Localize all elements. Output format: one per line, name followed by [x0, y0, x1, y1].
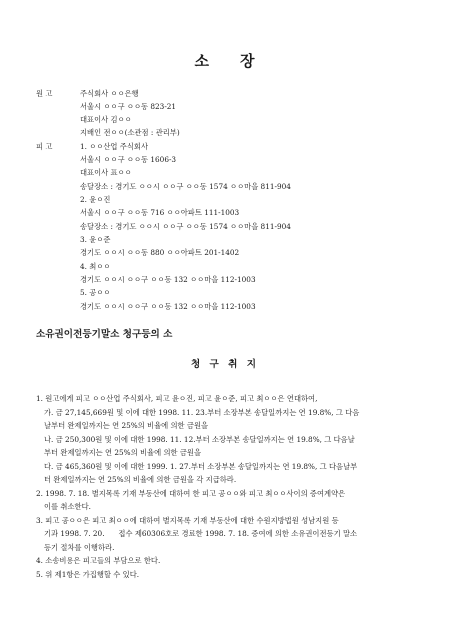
defendant-line: 경기도 ㅇㅇ시 ㅇㅇ구 ㅇㅇ동 132 ㅇㅇ마을 112-1003: [80, 302, 256, 311]
defendant-line: 서울시 ㅇㅇ구 ㅇㅇ동 1606-3: [80, 155, 177, 164]
defendant-line: 대표이사 표ㅇㅇ: [80, 168, 132, 177]
claim-line: 3. 피고 공ㅇㅇ은 피고 최ㅇㅇ에 대하여 별지목록 기재 부동산에 대한 수원지방법원 성남지원 등: [36, 516, 339, 525]
defendant-line: 송달장소 : 경기도 ㅇㅇ시 ㅇㅇ구 ㅇㅇ동 1574 ㅇㅇ마을 811-904: [80, 222, 291, 231]
plaintiff-line: 주식회사 ㅇㅇ은행: [80, 89, 139, 98]
defendant-label: 피 고: [36, 142, 53, 151]
claim-line: 부터 완제일까지는 연 25%의 비율에 의한 금원을: [44, 448, 202, 457]
claim-line: 이를 취소한다.: [44, 502, 91, 511]
claim-line: 날부터 완제일까지는 연 25%의 비율에 의한 금원을: [44, 421, 209, 430]
defendant-line: 4. 최ㅇㅇ: [80, 262, 111, 271]
plaintiff-label: 원 고: [36, 89, 53, 98]
claim-line: 기과 1998. 7. 20. 접수 제60306호로 경료한 1998. 7. 18. 증여에 의한 소유권이전등기 말소: [44, 529, 358, 538]
defendant-line: 2. 윤ㅇ진: [80, 195, 111, 204]
document-title: [0, 50, 450, 71]
defendant-line: 경기도 ㅇㅇ시 ㅇㅇ구 ㅇㅇ동 132 ㅇㅇ마을 112-1003: [80, 275, 256, 284]
claim-line: 터 완제일까지는 연 25%의 비율에 의한 금원을 각 지급하라.: [44, 475, 237, 484]
title-char-2: 장: [240, 52, 256, 70]
plaintiff-line: 대표이사 김ㅇㅇ: [80, 115, 132, 124]
defendant-line: 서울시 ㅇㅇ구 ㅇㅇ동 716 ㅇㅇ아파트 111-1003: [80, 208, 240, 217]
plaintiff-line: 서울시 ㅇㅇ구 ㅇㅇ동 823-21: [80, 102, 177, 111]
defendant-line: 경기도 ㅇㅇ시 ㅇㅇ동 880 ㅇㅇ아파트 201-1402: [80, 248, 240, 257]
defendant-line: 1. ㅇㅇ산업 주식회사: [80, 142, 148, 151]
claim-line: 2. 1998. 7. 18. 별지목록 기재 부동산에 대하여 한 피고 공ㅇㅇ와 피고 최ㅇㅇ사이의 증여계약은: [36, 489, 346, 498]
claim-line: 5. 위 제1항은 가집행할 수 있다.: [36, 570, 140, 579]
title-char-1: 소: [194, 52, 210, 70]
case-name: 소유권이전등기말소 청구등의 소: [36, 329, 173, 340]
claim-line: 1. 원고에게 피고 ㅇㅇ산업 주식회사, 피고 윤ㅇ진, 피고 윤ㅇ준, 피고 최ㅇㅇ은 연대하여,: [36, 394, 318, 403]
defendant-line: 3. 윤ㅇ준: [80, 235, 111, 244]
claim-line: 나. 금 250,300원 및 이에 대한 1998. 11. 12.부터 소장부본 송달일까지는 연 19.8%, 그 다음날: [44, 435, 355, 444]
claim-line: 4. 소송비용은 피고들의 부담으로 한다.: [36, 556, 161, 565]
plaintiff-line: 지배인 전ㅇㅇ(소관점 : 관리부): [80, 128, 180, 137]
claim-line: 등기 절차를 이행하라.: [44, 543, 115, 552]
claim-title: 청 구 취 지: [190, 359, 260, 370]
defendant-line: 5. 공ㅇㅇ: [80, 288, 111, 297]
claim-line: 가. 금 27,145,669원 및 이에 대한 1998. 11. 23.부터 소장부본 송달일까지는 연 19.8%, 그 다음: [44, 408, 360, 417]
claim-line: 다. 금 465,360원 및 이에 대한 1999. 1. 27.부터 소장부본 송달일까지는 연 19.8%, 그 다음날부: [44, 462, 358, 471]
defendant-line: 송달장소 : 경기도 ㅇㅇ시 ㅇㅇ구 ㅇㅇ동 1574 ㅇㅇ마을 811-904: [80, 182, 291, 191]
